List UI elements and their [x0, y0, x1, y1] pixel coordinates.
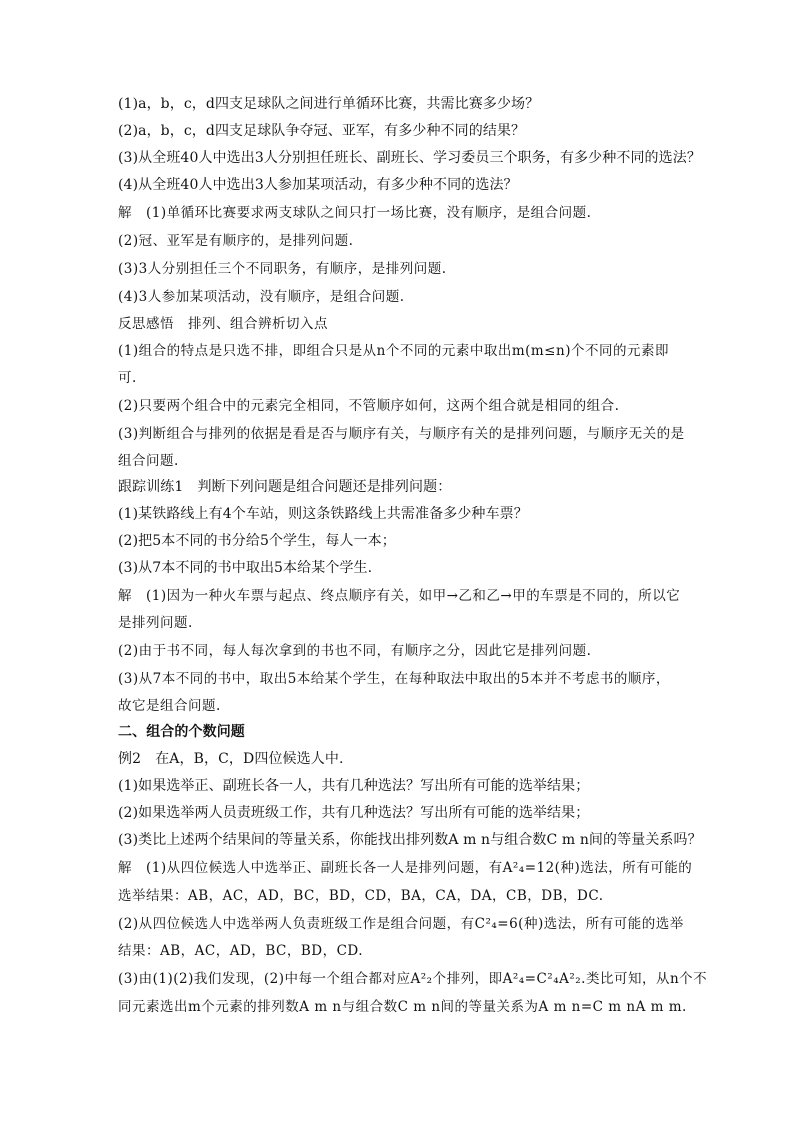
example-2-q2: (2)如果选举两人员责班级工作，共有几种选法？写出所有可能的选举结果；	[118, 805, 590, 821]
reflection-heading: 反思感悟 排列、组合辨析切入点	[118, 316, 328, 332]
exercise-solution-3: (3)从7本不同的书中，取出5本给某个学生，在每种取法中取出的5本并不考虑书的顺序，	[118, 671, 670, 687]
exercise-3: (3)从7本不同的书中取出5本给某个学生.	[118, 560, 373, 576]
example-2-solution-3: (3)由(1)(2)我们发现，(2)中每一个组合都对应A²₂个排列，即A²₄=C²₄A²₂.类比可知，从n个不	[118, 971, 708, 987]
exercise-solution-3-cont: 故它是组合问题.	[118, 698, 221, 714]
exercise-solution-1: 解 (1)因为一种火车票与起点、终点顺序有关，如甲→乙和乙→甲的车票是不同的，所以它	[118, 588, 681, 604]
exercise-solution-1-cont: 是排列问题.	[118, 615, 193, 631]
example-2-solution-2: (2)从四位候选人中选举两人负责班级工作是组合问题，有C²₄=6(种)选法，所有可能的选举	[118, 916, 684, 932]
reflection-point-3-cont: 组合问题.	[118, 453, 179, 469]
example-2-solution-3-cont: 同元素选出m个元素的排列数A m n与组合数C m n间的等量关系为A m n=C m nA m m.	[118, 999, 687, 1015]
exercise-heading: 跟踪训练1 判断下列问题是组合问题还是排列问题：	[118, 479, 452, 495]
exercise-1: (1)某铁路线上有4个车站，则这条铁路线上共需准备多少种车票？	[118, 506, 528, 522]
exercise-2: (2)把5本不同的书分给5个学生，每人一本；	[118, 533, 396, 549]
solution-3: (3)3人分别担任三个不同职务，有顺序，是排列问题.	[118, 261, 447, 277]
question-3: (3)从全班40人中选出3人分别担任班长、副班长、学习委员三个职务，有多少种不同的选法？	[118, 150, 701, 166]
example-2-solution-1: 解 (1)从四位候选人中选举正、副班长各一人是排列问题，有A²₄=12(种)选法，所有可能的	[118, 860, 693, 876]
question-1: (1)a，b，c，d四支足球队之间进行单循环比赛，共需比赛多少场？	[118, 96, 540, 112]
solution-1: 解 (1)单循环比赛要求两支球队之间只打一场比赛，没有顺序，是组合问题.	[118, 205, 592, 221]
solution-2: (2)冠、亚军是有顺序的，是排列问题.	[118, 233, 354, 249]
example-2-q3: (3)类比上述两个结果间的等量关系，你能找出排列数A m n与组合数C m n间的等量关系吗？	[118, 832, 702, 848]
exercise-solution-2: (2)由于书不同，每人每次拿到的书也不同，有顺序之分，因此它是排列问题.	[118, 643, 592, 659]
example-2-q1: (1)如果选举正、副班长各一人，共有几种选法？写出所有可能的选举结果；	[118, 778, 590, 794]
example-2-solution-2-cont: 结果：AB，AC，AD，BC，BD，CD.	[118, 943, 364, 959]
section-heading: 二、组合的个数问题	[118, 724, 245, 740]
question-2: (2)a，b，c，d四支足球队争夺冠、亚军，有多少种不同的结果？	[118, 123, 526, 139]
example-2-heading: 例2 在A，B，C，D四位候选人中.	[118, 751, 344, 767]
question-4: (4)从全班40人中选出3人参加某项活动，有多少种不同的选法？	[118, 177, 518, 193]
reflection-point-2: (2)只要两个组合中的元素完全相同，不管顺序如何，这两个组合就是相同的组合.	[118, 398, 620, 414]
example-2-solution-1-cont: 选举结果：AB，AC，AD，BC，BD，CD，BA，CA，DA，CB，DB，DC.	[118, 888, 604, 904]
solution-4: (4)3人参加某项活动，没有顺序，是组合问题.	[118, 289, 405, 305]
reflection-point-1: (1)组合的特点是只选不排，即组合只是从n个不同的元素中取出m(m≤n)个不同的元素即	[118, 343, 669, 359]
reflection-point-3: (3)判断组合与排列的依据是看是否与顺序有关，与顺序有关的是排列问题，与顺序无关的是	[118, 426, 685, 442]
reflection-point-1-cont: 可.	[118, 370, 137, 386]
